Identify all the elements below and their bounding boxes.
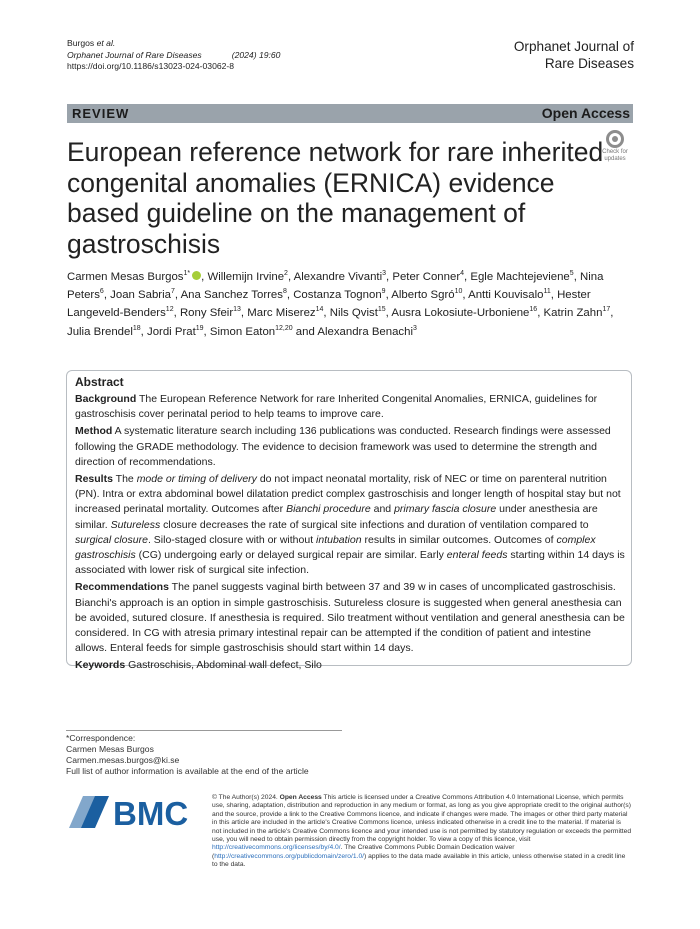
author-affiliation: 9 bbox=[381, 288, 386, 296]
journal-name bbox=[474, 38, 634, 72]
license-end: ) applies to the data made available in this article, unless otherwise stated in a credit line to the data. bbox=[212, 852, 626, 869]
results-fragment: starting within 14 days is associated with lower risk of surgical site infection. bbox=[75, 549, 625, 577]
author-name[interactable]: Alberto Sgró bbox=[391, 289, 455, 302]
open-access-label: Open Access bbox=[541, 105, 630, 121]
license-open-access: Open Access bbox=[279, 794, 322, 801]
author-name[interactable]: Costanza Tognon bbox=[293, 289, 382, 302]
author-affiliation: 12,20 bbox=[275, 324, 293, 332]
author-name[interactable]: Alexandre Vivanti bbox=[293, 271, 383, 283]
author-affiliation: 6 bbox=[99, 288, 104, 296]
author-affiliation: 19 bbox=[195, 324, 204, 332]
author-affiliation: 8 bbox=[282, 288, 287, 296]
author-name[interactable]: Nina Peters bbox=[67, 271, 604, 302]
results-fragment: do not impact neonatal mortality, risk of NEC or time on parenteral nutrition (PN). Intra or extra abdominal bowel dilatation predict complex gastroschisis and longer length of hospital stay but not increased perinatal mortality. Outcomes after bbox=[75, 473, 621, 516]
cc-by-link[interactable]: http://creativecommons.org/licenses/by/4.0/ bbox=[212, 844, 341, 852]
article-type-label: REVIEW bbox=[72, 106, 130, 121]
author-affiliation: 15 bbox=[377, 306, 386, 314]
bmc-logo bbox=[67, 794, 197, 830]
author-name[interactable]: Nils Qvist bbox=[329, 307, 378, 320]
results-fragment: . Silo-staged closure with or without bbox=[147, 533, 317, 546]
background-section bbox=[75, 392, 625, 422]
keywords-text: Gastroschisis, Abdominal wall defect, Silo bbox=[128, 659, 322, 672]
keywords-label: Keywords bbox=[75, 659, 126, 672]
results-section bbox=[75, 472, 625, 578]
method-section bbox=[75, 424, 625, 470]
citation-authors bbox=[67, 38, 280, 50]
author-name[interactable]: Katrin Zahn bbox=[543, 307, 603, 320]
correspondence-name: Carmen Mesas Burgos bbox=[66, 744, 154, 754]
journal-name-line1: Orphanet Journal of bbox=[513, 39, 634, 54]
authors-short: Burgos bbox=[67, 38, 97, 48]
results-fragment: The bbox=[115, 473, 137, 486]
author-name[interactable]: Hester Langeveld-Benders bbox=[67, 289, 591, 320]
citation-block bbox=[67, 38, 280, 73]
doi-link[interactable]: https://doi.org/10.1186/s13023-024-03062-8 bbox=[67, 61, 235, 71]
recommendations-text: The panel suggests vaginal birth between 37 and 39 w in cases of uncomplicated gastroschisis. Bianchi's approach is an option in simple gastroschisis. Sutureless closure is suggested when general anesthesia can be avoided, sutured closure. If anesthesia is required. Silo treatment without ventilation and general anesthesia can be considered. In CG with atresia primary intestinal repair can be attempted if the condition of patient and intestine allows. Enteral feeds for simple gastroschisis should start within 14 days. bbox=[75, 581, 625, 655]
results-emphasis: intubation bbox=[316, 533, 362, 546]
results-emphasis: Bianchi procedure bbox=[286, 503, 371, 516]
author-affiliation: 12 bbox=[165, 306, 174, 314]
license-text bbox=[212, 794, 632, 870]
author-name[interactable]: Egle Machtejeviene bbox=[470, 271, 570, 283]
author-affiliation: 18 bbox=[132, 324, 141, 332]
author-affiliation: 3 bbox=[412, 324, 417, 332]
author-list: Carmen Mesas Burgos$^{1*}$ , Willemijn Irvine$^2$, Alexandre Vivanti$^3$, Peter Conner$^4$, Egle Machtejeviene$^5$, Nina Peters$^6$, Joan Sabria$^7$, Ana Sanchez Torres$^8$, Costanza Tognon$^9$, Alberto Sgró$^{10}$, Antti Kouvisalo$^{11}$, Hester Langeveld-Benders$^{12}$, Rony Sfeir$^{13}$, Marc Miserez$^{14}$, Nils Qvist$^{15}$, Ausra Lokosiute-Urboniene$^{16}$, Katrin Zahn$^{17}$, Julia Brendel$^{18}$, Jordi Prat$^{19}$, Simon Eaton$^{12,20}$ and Alexandra Benachi$^3$ bbox=[67, 270, 614, 338]
abstract-heading: Abstract bbox=[75, 375, 124, 389]
et-al: et al. bbox=[96, 38, 116, 48]
author-name[interactable]: Rony Sfeir bbox=[179, 307, 234, 320]
correspondence-block bbox=[66, 730, 342, 777]
method-text: A systematic literature search including 136 publications was conducted. Research findings were assessed following the GRADE methodology. The evidence to decision framework was used to determine the strength and direction of recommendations. bbox=[75, 425, 611, 468]
author-affiliation: 16 bbox=[529, 306, 538, 314]
results-emphasis: complex gastroschisis bbox=[75, 533, 596, 562]
bmc-logo-text: BMC bbox=[113, 795, 189, 830]
recommendations-label: Recommendations bbox=[75, 581, 169, 594]
orcid-icon[interactable] bbox=[192, 271, 201, 280]
journal-name-line2: Rare Diseases bbox=[544, 56, 634, 71]
author-affiliation: 14 bbox=[315, 306, 324, 314]
author-name[interactable]: Willemijn Irvine bbox=[207, 271, 285, 283]
author-affiliation: 7 bbox=[170, 288, 175, 296]
author-name[interactable]: Carmen Mesas Burgos bbox=[67, 271, 184, 283]
correspondence-email[interactable]: Carmen.mesas.burgos@ki.se bbox=[66, 755, 180, 765]
results-fragment: results in similar outcomes. Outcomes of bbox=[361, 533, 557, 546]
journal-citation: Orphanet Journal of Rare Diseases bbox=[67, 49, 202, 60]
author-affiliation: 4 bbox=[460, 270, 465, 278]
results-emphasis: Sutureless bbox=[110, 518, 161, 531]
method-label: Method bbox=[75, 425, 113, 438]
author-info-note: Full list of author information is available at the end of the article bbox=[66, 766, 309, 776]
results-fragment: (CG) undergoing early or delayed surgical repair are similar. Early bbox=[135, 549, 447, 562]
author-name[interactable]: Simon Eaton bbox=[209, 325, 276, 338]
article-title: European reference network for rare inherited congenital anomalies (ERNICA) evidence based guideline on the management of gastroschisis bbox=[67, 137, 604, 259]
results-fragment: closure decreases the rate of surgical site infections and duration of ventilation compared to bbox=[160, 518, 589, 531]
author-name[interactable]: Ana Sanchez Torres bbox=[180, 289, 283, 302]
author-name[interactable]: Ausra Lokosiute-Urboniene bbox=[391, 307, 530, 320]
license-body: This article is licensed under a Creative Commons Attribution 4.0 International License, which permits use, sharing, adaptation, distribution and reproduction in any medium or format, as long as you give appropriate credit to the original author(s) and the source, provide a link to the Creative Commons licence, and indicate if changes were made. The images or other third party material in this article are included in the article's Creative Commons licence, unless indicated otherwise in a credit line to the material. If material is not included in the article's Creative Commons licence and your intended use is not permitted by statutory regulation or exceeds the permitted use, you will need to obtain permission directly from the copyright holder. To view a copy of this licence, visit bbox=[212, 794, 632, 844]
background-text: The European Reference Network for rare Inherited Congenital Anomalies, ERNICA, guidelines for gastroschisis cover perinatal period to help teams to improve care. bbox=[75, 393, 598, 421]
author-name[interactable]: Julia Brendel bbox=[67, 325, 133, 338]
results-label: Results bbox=[75, 473, 113, 486]
abstract-body bbox=[75, 392, 625, 676]
author-affiliation: 2 bbox=[284, 270, 288, 278]
citation-journal bbox=[67, 50, 280, 62]
author-affiliation: 13 bbox=[233, 306, 241, 314]
author-name[interactable]: Alexandra Benachi bbox=[317, 325, 413, 338]
results-emphasis: enteral feeds bbox=[446, 549, 508, 562]
results-emphasis: mode or timing of delivery bbox=[136, 473, 257, 486]
results-emphasis: primary fascia closure bbox=[394, 503, 497, 516]
author-name[interactable]: Jordi Prat bbox=[147, 325, 196, 338]
year-volume: (2024) 19:60 bbox=[231, 49, 281, 60]
results-fragment: under anesthesia are similar. bbox=[75, 503, 598, 531]
author-affiliation: 1* bbox=[183, 270, 191, 278]
author-affiliation: 5 bbox=[569, 270, 574, 278]
cc-zero-link[interactable]: http://creativecommons.org/publicdomain/zero/1.0/ bbox=[214, 852, 365, 860]
author-name[interactable]: Marc Miserez bbox=[247, 307, 316, 320]
license-middle: . The Creative Commons Public Domain Dedication waiver ( bbox=[212, 844, 515, 860]
correspondence-label: *Correspondence: bbox=[66, 733, 136, 743]
background-label: Background bbox=[75, 393, 137, 405]
license-prefix: © The Author(s) 2024. bbox=[212, 794, 280, 801]
recommendations-section bbox=[75, 580, 625, 656]
author-affiliation: 17 bbox=[602, 306, 611, 314]
author-affiliation: 3 bbox=[382, 270, 387, 278]
author-name[interactable]: Joan Sabria bbox=[110, 289, 171, 302]
bmc-logo-icon bbox=[67, 794, 197, 830]
results-text bbox=[75, 473, 625, 576]
keywords-section bbox=[75, 658, 625, 673]
results-emphasis: surgical closure bbox=[75, 533, 148, 546]
results-fragment: and bbox=[370, 503, 395, 516]
author-name[interactable]: Peter Conner bbox=[392, 271, 461, 283]
author-affiliation: 11 bbox=[543, 288, 551, 296]
author-name[interactable]: Antti Kouvisalo bbox=[468, 289, 544, 302]
author-affiliation: 10 bbox=[454, 288, 463, 296]
check-updates-label: Check for updates bbox=[602, 149, 628, 162]
